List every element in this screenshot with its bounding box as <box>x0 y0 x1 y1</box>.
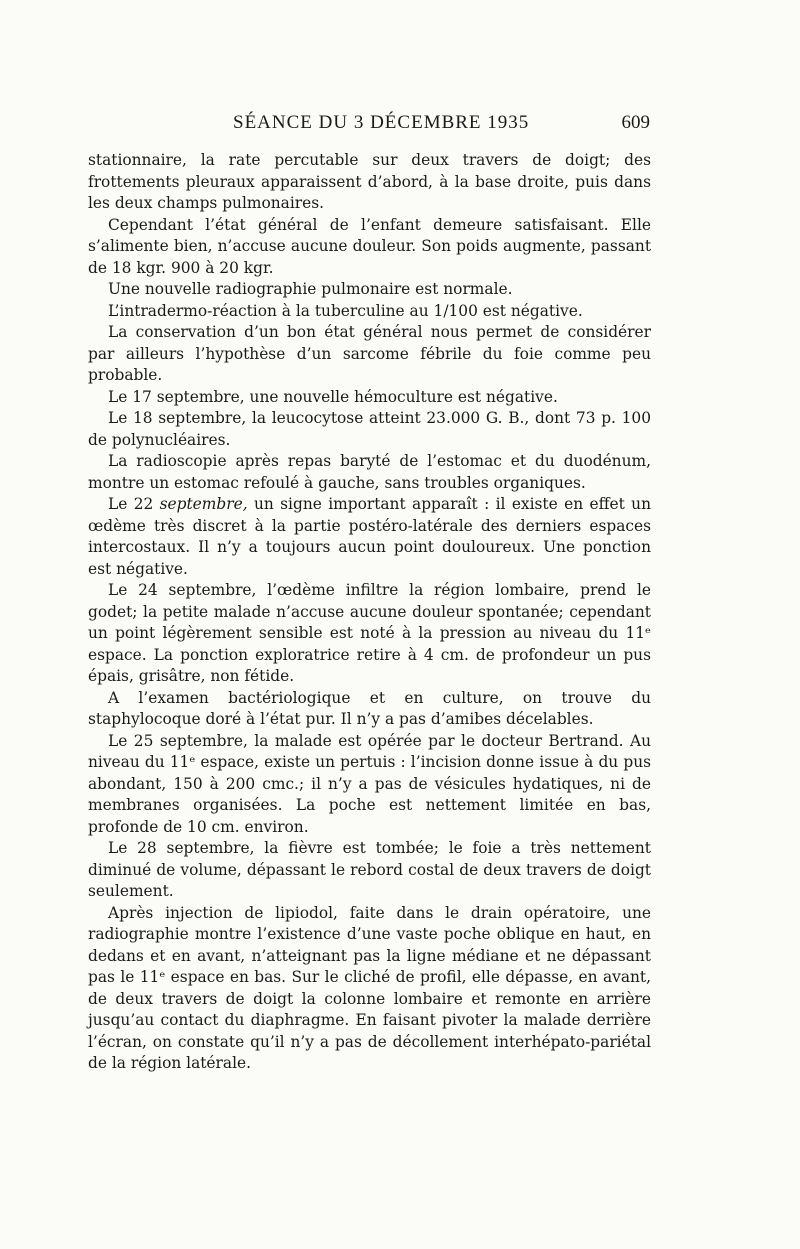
running-title: SÉANCE DU 3 DÉCEMBRE 1935 <box>233 112 530 133</box>
paragraph: stationnaire, la rate percutable sur deux travers de doigt; des frottements pleuraux apparaissent d’abord, à la base droite, puis dans les deux champs pulmonaires. <box>88 151 651 212</box>
text-run: un signe important apparaît : il existe en effet un œdème très discret à la partie postéro-latérale des derniers espaces intercostaux. Il n’y a toujours aucun point douloureux. Une ponction est négative. <box>88 495 651 578</box>
paragraph: A l’examen bactériologique et en culture, on trouve du staphylocoque doré à l’état pur. Il n’y a pas d’amibes décelables. <box>88 688 651 728</box>
paragraph: Après injection de lipiodol, faite dans le drain opératoire, une radiographie montre l’existence d’une vaste poche oblique en haut, en dedans et en avant, n’atteignant pas la ligne médiane et ne dépassant pas le 11ᵉ espace en bas. Sur le cliché de profil, elle dépasse, en avant, de deux travers de doigt la colonne lombaire et remonte en arrière jusqu’au contact du diaphragme. En faisant pivoter la malade derrière l’écran, on constate qu’il n’y a pas de décollement interhépato-pariétal de la région latérale. <box>88 903 651 1072</box>
paragraph: Le 25 septembre, la malade est opérée par le docteur Bertrand. Au niveau du 11ᵉ espace, existe un pertuis : l’incision donne issue à du pus abondant, 150 à 200 cmc.; il n’y a pas de vésicules hydatiques, ni de membranes organisées. La poche est nettement limitée en bas, profonde de 10 cm. environ. <box>88 731 651 836</box>
paragraph: Le 24 septembre, l’œdème infiltre la région lombaire, prend le godet; la petite malade n’accuse aucune douleur spontanée; cependant un point légèrement sensible est noté à la pression au niveau du 11ᵉ espace. La ponction exploratrice retire à 4 cm. de profondeur un pus épais, grisâtre, non fétide. <box>88 581 651 685</box>
body-text <box>88 150 651 1075</box>
paragraph: Le 17 septembre, une nouvelle hémoculture est négative. <box>108 387 558 406</box>
paragraph: La conservation d’un bon état général nous permet de considérer par ailleurs l’hypothèse d’un sarcome fébrile du foie comme peu probable. <box>88 323 651 384</box>
text-run: Le 22 <box>108 495 160 513</box>
paragraph: L’intradermo-réaction à la tuberculine au 1/100 est négative. <box>108 301 583 320</box>
paragraph <box>88 494 651 580</box>
running-header <box>88 112 650 138</box>
paragraph: Une nouvelle radiographie pulmonaire est normale. <box>108 280 513 298</box>
paragraph: Le 28 septembre, la fièvre est tombée; le foie a très nettement diminué de volume, dépassant le rebord costal de deux travers de doigt seulement. <box>88 839 651 900</box>
paragraph: La radioscopie après repas baryté de l’estomac et du duodénum, montre un estomac refoulé à gauche, sans troubles organiques. <box>88 452 651 492</box>
italic-text: septembre, <box>159 495 248 513</box>
paragraph: Cependant l’état général de l’enfant demeure satisfaisant. Elle s’alimente bien, n’accuse aucune douleur. Son poids augmente, passant de 18 kgr. 900 à 20 kgr. <box>88 215 651 277</box>
paragraph: Le 18 septembre, la leucocytose atteint 23.000 G. B., dont 73 p. 100 de polynucléaires. <box>88 409 651 449</box>
page-number: 609 <box>621 112 650 133</box>
